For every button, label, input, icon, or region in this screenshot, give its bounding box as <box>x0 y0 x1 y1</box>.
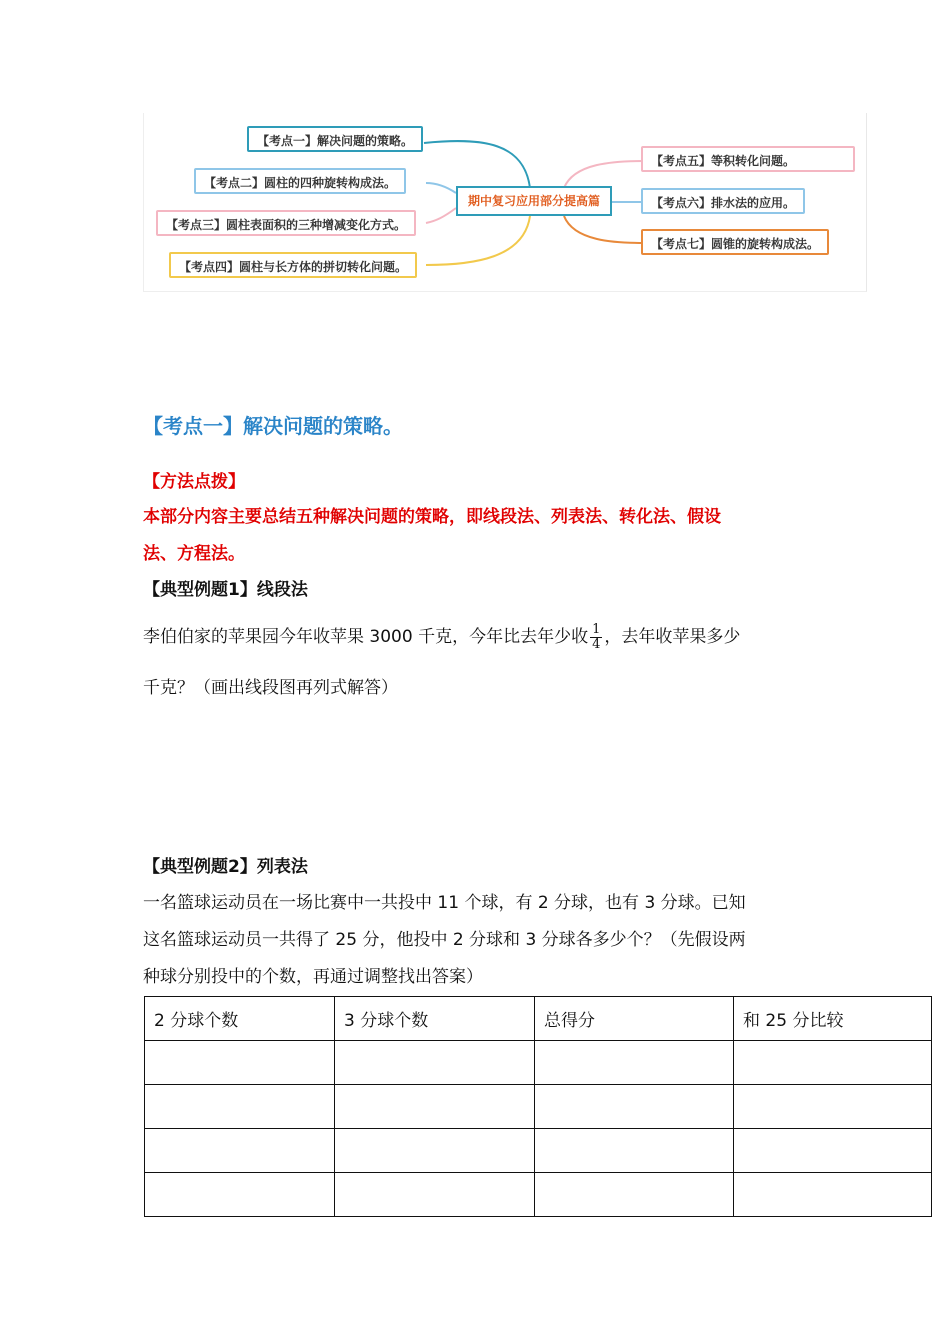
example-1-text-a: 李伯伯家的苹果园今年收苹果 3000 千克，今年比去年少收 <box>143 627 589 647</box>
table-header-cell: 总得分 <box>535 997 734 1041</box>
example-2-line-1: 一名篮球运动员在一场比赛中一共投中 11 个球，有 2 分球，也有 3 分球。已知 <box>143 893 746 913</box>
table-cell[interactable] <box>734 1173 932 1217</box>
example-2-line-3: 种球分别投中的个数，再通过调整找出答案） <box>143 967 483 987</box>
example-2-heading: 【典型例题2】列表法 <box>143 857 308 877</box>
mind-map-node-kaodian-3: 【考点三】圆柱表面积的三种增减变化方式。 <box>156 210 416 236</box>
fraction-denominator: 4 <box>592 636 601 652</box>
answer-table <box>144 996 932 1217</box>
section-title: 【考点一】解决问题的策略。 <box>143 414 403 438</box>
method-text-line-1: 本部分内容主要总结五种解决问题的策略，即线段法、列表法、转化法、假设 <box>143 507 721 527</box>
table-cell[interactable] <box>535 1085 734 1129</box>
table-header-cell: 3 分球个数 <box>335 997 535 1041</box>
table-cell[interactable] <box>335 1085 535 1129</box>
table-cell[interactable] <box>734 1129 932 1173</box>
table-header-cell: 2 分球个数 <box>145 997 335 1041</box>
mind-map-node-kaodian-5: 【考点五】等积转化问题。 <box>641 146 855 172</box>
mind-map-center-node: 期中复习应用部分提高篇 <box>456 186 612 216</box>
mind-map-node-kaodian-1: 【考点一】解决问题的策略。 <box>247 126 423 152</box>
table-cell[interactable] <box>145 1085 335 1129</box>
example-1-line-1 <box>143 622 740 652</box>
table-row <box>145 1085 932 1129</box>
table-cell[interactable] <box>535 1041 734 1085</box>
table-row <box>145 1173 932 1217</box>
mind-map <box>143 113 867 292</box>
table-cell[interactable] <box>535 1129 734 1173</box>
mind-map-node-kaodian-6: 【考点六】排水法的应用。 <box>641 188 805 214</box>
table-row <box>145 1129 932 1173</box>
table-cell[interactable] <box>145 1041 335 1085</box>
fraction-one-quarter <box>590 623 602 652</box>
example-1-heading: 【典型例题1】线段法 <box>143 580 308 600</box>
example-2-line-2: 这名篮球运动员一共得了 25 分，他投中 2 分球和 3 分球各多少个？（先假设两 <box>143 930 746 950</box>
table-row <box>145 1041 932 1085</box>
table-cell[interactable] <box>335 1173 535 1217</box>
table-cell[interactable] <box>335 1041 535 1085</box>
example-1-text-b: ，去年收苹果多少 <box>604 627 741 647</box>
example-1-line-2: 千克？（画出线段图再列式解答） <box>143 678 398 698</box>
table-cell[interactable] <box>535 1173 734 1217</box>
table-cell[interactable] <box>734 1085 932 1129</box>
table-cell[interactable] <box>145 1173 335 1217</box>
table-cell[interactable] <box>145 1129 335 1173</box>
table-cell[interactable] <box>734 1041 932 1085</box>
method-text-line-2: 法、方程法。 <box>143 544 245 564</box>
mind-map-node-kaodian-2: 【考点二】圆柱的四种旋转构成法。 <box>194 168 406 194</box>
table-cell[interactable] <box>335 1129 535 1173</box>
table-header-row <box>145 997 932 1041</box>
mind-map-node-kaodian-4: 【考点四】圆柱与长方体的拼切转化问题。 <box>169 252 417 278</box>
fraction-numerator: 1 <box>592 621 601 637</box>
table-header-cell: 和 25 分比较 <box>734 997 932 1041</box>
mind-map-node-kaodian-7: 【考点七】圆锥的旋转构成法。 <box>641 229 829 255</box>
method-heading: 【方法点拨】 <box>143 472 245 492</box>
